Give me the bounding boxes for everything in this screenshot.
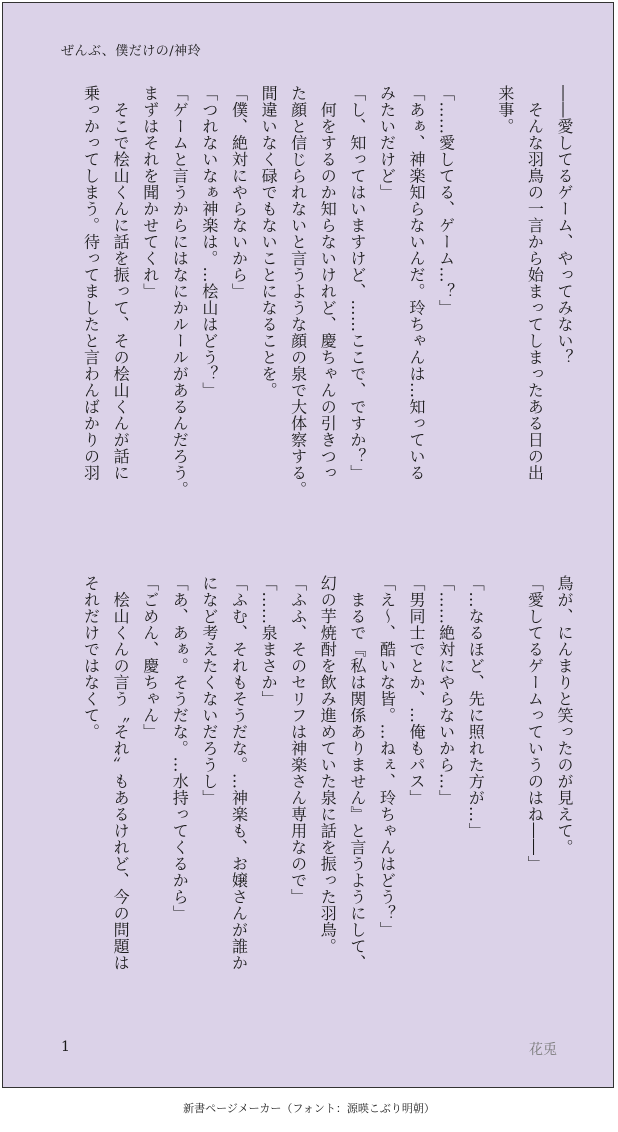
text-column: 幻の芋焼酎を飲み進めていた泉に話を振った羽鳥。 — [318, 575, 338, 955]
text-block-top — [59, 85, 579, 525]
text-column: 「え〜、酷いな皆。…ねぇ、玲ちゃんはどう？」 — [377, 575, 397, 938]
text-column: 「ふふ、そのセリフは神楽さん専用なので」 — [288, 575, 308, 905]
text-column: 「……絶対にやらないから…」 — [436, 575, 456, 806]
text-column: 「……泉まさか」 — [259, 575, 279, 707]
text-column: そんな羽鳥の一言から始まってしまったある日の出 — [525, 85, 545, 481]
text-column: 「ゲームと言うからにはなにかルールがあるんだろう。 — [170, 85, 190, 498]
text-column: 乗っかってしまう。待ってましたと言わんばかりの羽 — [81, 85, 101, 481]
text-column: 間違いなく碌でもないことになることを。 — [259, 85, 279, 399]
text-column: 「男同士でとか、…俺もパス」 — [407, 575, 427, 806]
text-column: 来事。 — [495, 85, 515, 135]
author-name: 花兎 — [529, 1042, 557, 1058]
text-block-bottom — [59, 575, 579, 1015]
text-column: になど考えたくないだろうし」 — [199, 575, 219, 806]
text-column: 桧山くんの言う〝それ〟もあるけれど、今の問題は — [111, 575, 131, 971]
text-column: 「…なるほど、先に照れた方が…」 — [466, 575, 486, 839]
text-column: 「……愛してる、ゲーム…？」 — [436, 85, 456, 316]
text-column: 「愛してるゲームっていうのはね――」 — [525, 575, 545, 872]
text-column: ――愛してるゲーム、やってみない？ — [555, 85, 574, 366]
text-column: みたいだけど」 — [377, 85, 397, 201]
text-column: 「し、知ってはいますけど、……ここで、ですか？」 — [347, 85, 367, 481]
text-column: 何をするのか知らないけれど、慶ちゃんの引きつっ — [318, 85, 338, 481]
text-column: 「ごめん、慶ちゃん」 — [140, 575, 160, 740]
text-column: まずはそれを聞かせてくれ」 — [140, 85, 160, 300]
text-column: それだけではなくて。 — [81, 575, 101, 740]
text-column: 「僕、絶対にやらないから」 — [229, 85, 249, 300]
text-column: た顔と信じられないと言うような顔の泉で大体察する。 — [288, 85, 308, 498]
page-number: 1 — [61, 1039, 70, 1055]
text-column — [490, 575, 520, 1015]
footer-credit: 新書ページメーカー（フォント：源暎こぶり明朝） — [183, 1102, 435, 1115]
text-column: 鳥が、にんまりと笑ったのが見えて。 — [555, 575, 574, 856]
running-header-title: ぜんぶ、僕だけの/神玲 — [61, 44, 202, 59]
text-column: まるで『私は関係ありません』と言うようにして、 — [347, 575, 367, 971]
text-column: 「ふむ、それもそうだな。…神楽も、お嬢さんが誰か — [229, 575, 249, 971]
text-column: 「つれないなぁ神楽は。…桧山はどう？」 — [199, 85, 219, 399]
book-page — [2, 2, 614, 1088]
text-column: 「あぁ、神楽知らないんだ。玲ちゃんは…知っている — [407, 85, 427, 481]
text-column — [461, 85, 491, 525]
text-column: そこで桧山くんに話を振って、その桧山くんが話に — [111, 85, 131, 481]
text-column: 「あ、あぁ。そうだな。…水持ってくるから」 — [170, 575, 190, 922]
